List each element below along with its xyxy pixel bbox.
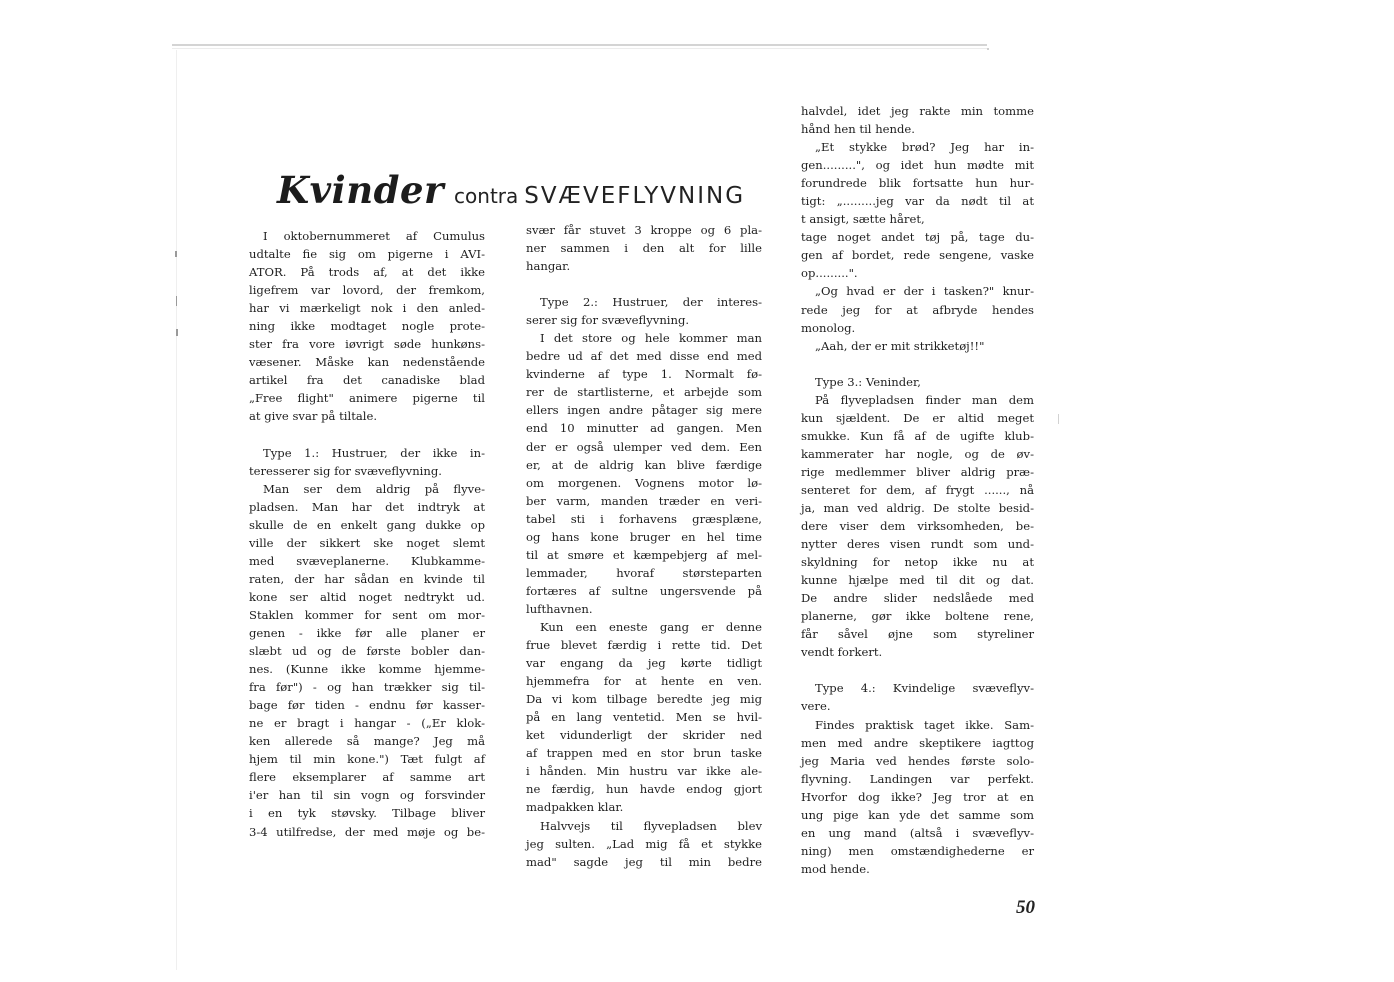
text-line: gen.........", og idet hun mødte mit (801, 158, 1034, 173)
text-line: Man ser dem aldrig på flyve- (263, 481, 485, 496)
text-line: er, at de aldrig kan blive færdige (526, 457, 762, 472)
text-line: ning) men omstændighederne er (801, 843, 1034, 858)
text-line: Da vi kom tilbage beredte jeg mig (526, 692, 762, 707)
scan-speck (1058, 414, 1059, 424)
text-line: får såvel øjne som styreliner (801, 627, 1034, 642)
text-line: ung pige kan yde det samme som (801, 807, 1034, 822)
text-line: har vi mærkeligt nok i den anled- (249, 301, 485, 316)
scan-speck (176, 296, 177, 306)
text-line: Halvvejs til flyvepladsen blev (540, 818, 762, 833)
text-line: planerne, gør ikke boltene rene, (801, 609, 1034, 624)
text-line: til at smøre et kæmpebjerg af mel- (526, 547, 762, 562)
text-line: kun sjældent. De er altid meget (801, 410, 1034, 425)
text-line: kvinderne af type 1. Normalt fø- (526, 367, 762, 382)
title-svaeveflyvning: SVÆVEFLYVNING (524, 183, 746, 209)
text-line: op.........". (801, 266, 858, 281)
text-line: frue blevet færdig i rette tid. Det (526, 638, 762, 653)
text-line: men med andre skeptikere iagttog (801, 735, 1034, 750)
text-line: svær får stuvet 3 kroppe og 6 pla- (526, 223, 762, 237)
title-contra: contra (454, 184, 519, 208)
text-line: ne færdig, hun havde endog gjort (526, 782, 762, 797)
text-line: t ansigt, sætte håret, (801, 212, 925, 227)
text-line: ner sammen i den alt for lille (526, 241, 762, 256)
text-line: Type 3.: Veninder, (815, 374, 921, 389)
text-line: senteret for dem, af frygt ......, nå (801, 482, 1034, 497)
text-line: ken allerede så mange? Jeg må (249, 734, 485, 749)
text-line: hånd hen til hende. (801, 122, 915, 137)
text-line: om morgenen. Vognens motor lø- (526, 475, 762, 490)
text-line: i hånden. Min hustru var ikke ale- (526, 764, 762, 779)
text-line: en ung mand (altså i svæveflyv- (801, 825, 1034, 840)
scan-speck (176, 329, 178, 336)
text-line: hangar. (526, 259, 571, 274)
page-number: 50 (1016, 897, 1035, 918)
text-line: Hvorfor dog ikke? Jeg tror at en (801, 789, 1034, 804)
text-line: kunne hjælpe med til dit og dat. (801, 573, 1034, 588)
text-line: dere viser dem virksomheden, be- (801, 519, 1034, 534)
text-line: mad" sagde jeg til min bedre (526, 854, 762, 869)
paragraph-gap (801, 355, 1034, 373)
text-column-1 (249, 227, 485, 841)
text-line: serer sig for svæveflyvning. (526, 313, 690, 328)
text-line: Type 2.: Hustruer, der interes- (540, 295, 762, 310)
text-line: Staklen kommer for sent om mor- (249, 607, 485, 622)
text-line: monolog. (801, 320, 856, 335)
text-line: hjem til min kone.") Tæt fulgt af (249, 752, 485, 767)
text-column-3 (801, 102, 1034, 878)
text-line: bage før tiden - endnu før kasser- (249, 698, 485, 713)
text-line: med svæveplanerne. Klubkamme- (249, 553, 485, 568)
text-line: tage noget andet tøj på, tage du- (801, 230, 1034, 245)
text-line: artikel fra det canadiske blad (249, 373, 485, 388)
text-line: „Aah, der er mit strikketøj!!" (815, 338, 985, 353)
text-line: ja, man ved aldrig. De stolte besid- (801, 500, 1034, 515)
text-line: smukke. Kun få af de ugifte klub- (801, 428, 1034, 443)
text-line: „Free flight" animere pigerne til (249, 391, 485, 406)
text-line: ster fra vore iøvrigt søde hunkøns- (249, 337, 485, 352)
text-line: i'er han til sin vogn og forsvinder (249, 788, 485, 803)
text-line: Type 4.: Kvindelige svæveflyv- (815, 681, 1034, 696)
text-line: mod hende. (801, 861, 870, 876)
text-line: end 10 minutter ad gangen. Men (526, 421, 762, 436)
text-line: ville der sikkert ske noget slemt (249, 535, 485, 550)
text-line: I oktobernummeret af Cumulus (263, 229, 485, 243)
text-line: væsener. Måske kan nedenstående (249, 355, 485, 370)
text-line: Type 1.: Hustruer, der ikke in- (263, 445, 485, 460)
text-line: at give svar på tiltale. (249, 409, 378, 424)
paragraph-gap (801, 661, 1034, 679)
text-line: tabel sti i forhavens græsplæne, (526, 511, 762, 526)
text-line: bedre ud af det med disse end med (526, 349, 762, 364)
text-line: fra før") - og han trækker sig til- (249, 680, 485, 695)
article-title (277, 168, 757, 218)
text-line: skyldning for netop ikke nu at (801, 555, 1034, 570)
text-line: ellers ingen andre påtager sig mere (526, 403, 762, 418)
text-line: halvdel, idet jeg rakte min tomme (801, 104, 1034, 118)
text-line: udtalte fie sig om pigerne i AVI- (249, 247, 485, 262)
text-line: rige medlemmer bliver aldrig præ- (801, 464, 1034, 479)
text-line: tigt: „.........jeg var da nødt til at (801, 194, 1034, 209)
text-line: På flyvepladsen finder man dem (815, 392, 1034, 407)
text-line: lufthavnen. (526, 601, 593, 616)
text-line: vendt forkert. (801, 645, 883, 660)
text-line: forundrede blik fortsatte hun hur- (801, 176, 1034, 191)
text-line: kone ser altid noget nedtrykt ud. (249, 589, 485, 604)
text-line: rer de startlisterne, et arbejde som (526, 385, 762, 400)
text-line: I det store og hele kommer man (540, 331, 762, 346)
text-line: på en lang ventetid. Men se hvil- (526, 710, 762, 725)
text-line: Kun een eneste gang er denne (540, 619, 762, 634)
text-line: ne er bragt i hangar - („Er klok- (249, 716, 485, 731)
text-line: De andre slider nedslåede med (801, 591, 1034, 606)
text-line: ATOR. På trods af, at det ikke (249, 265, 485, 280)
text-line: af trappen med en stor brun taske (526, 746, 762, 761)
text-line: nes. (Kunne ikke komme hjemme- (249, 662, 485, 677)
text-line: jeg Maria ved hendes første solo- (801, 753, 1034, 768)
scan-edge-shadow (172, 44, 987, 46)
text-line: „Et stykke brød? Jeg har in- (815, 140, 1034, 155)
paragraph-gap (249, 426, 485, 444)
text-line: flere eksemplarer af samme art (249, 770, 485, 785)
text-line: flyvning. Landingen var perfekt. (801, 771, 1034, 786)
text-line: teresserer sig for svæveflyvning. (249, 463, 442, 478)
text-line: raten, der har sådan en kvinde til (249, 571, 485, 586)
text-line: gen af bordet, rede sengene, vaske (801, 248, 1034, 263)
text-line: vere. (801, 699, 831, 714)
text-line: lemmader, hvoraf størsteparten (526, 565, 762, 580)
text-line: ligefrem var lovord, der fremkom, (249, 283, 485, 298)
text-line: „Og hvad er der i tasken?" knur- (815, 284, 1034, 299)
text-line: ket vidunderligt der skrider ned (526, 728, 762, 743)
text-line: madpakken klar. (526, 800, 624, 815)
text-line: rede jeg for at afbryde hendes (801, 302, 1034, 317)
text-line: ber varm, manden træder en veri- (526, 493, 762, 508)
text-line: kammerater har nogle, og de øv- (801, 446, 1034, 461)
text-line: Findes praktisk taget ikke. Sam- (815, 717, 1034, 732)
text-line: genen - ikke før alle planer er (249, 625, 485, 640)
text-line: skulle de en enkelt gang dukke op (249, 517, 485, 532)
text-line: ning ikke modtaget nogle prote- (249, 319, 485, 334)
text-line: fortæres af sultne ungersvende på (526, 583, 762, 598)
text-line: pladsen. Man har det indtryk at (249, 499, 485, 514)
text-line: hjemmefra for at hente en ven. (526, 674, 762, 689)
text-line: nytter deres visen rundt som und- (801, 537, 1034, 552)
text-column-2 (526, 221, 762, 871)
scan-speck (175, 251, 177, 257)
scan-edge-shadow-light (172, 48, 987, 49)
text-line: 3-4 utilfredse, der med møje og be- (249, 824, 485, 839)
text-line: der er også ulemper ved dem. Een (526, 439, 762, 454)
paragraph-gap (526, 275, 762, 293)
title-kvinder: Kvinder (277, 168, 445, 212)
text-line: og hans kone bruger en hel time (526, 529, 762, 544)
text-line: slæbt ud og de første bobler dan- (249, 644, 485, 659)
text-line: var engang da jeg kørte tidligt (526, 656, 762, 671)
text-line: jeg sulten. „Lad mig få et stykke (526, 836, 762, 851)
text-line: i en tyk støvsky. Tilbage bliver (249, 806, 485, 821)
